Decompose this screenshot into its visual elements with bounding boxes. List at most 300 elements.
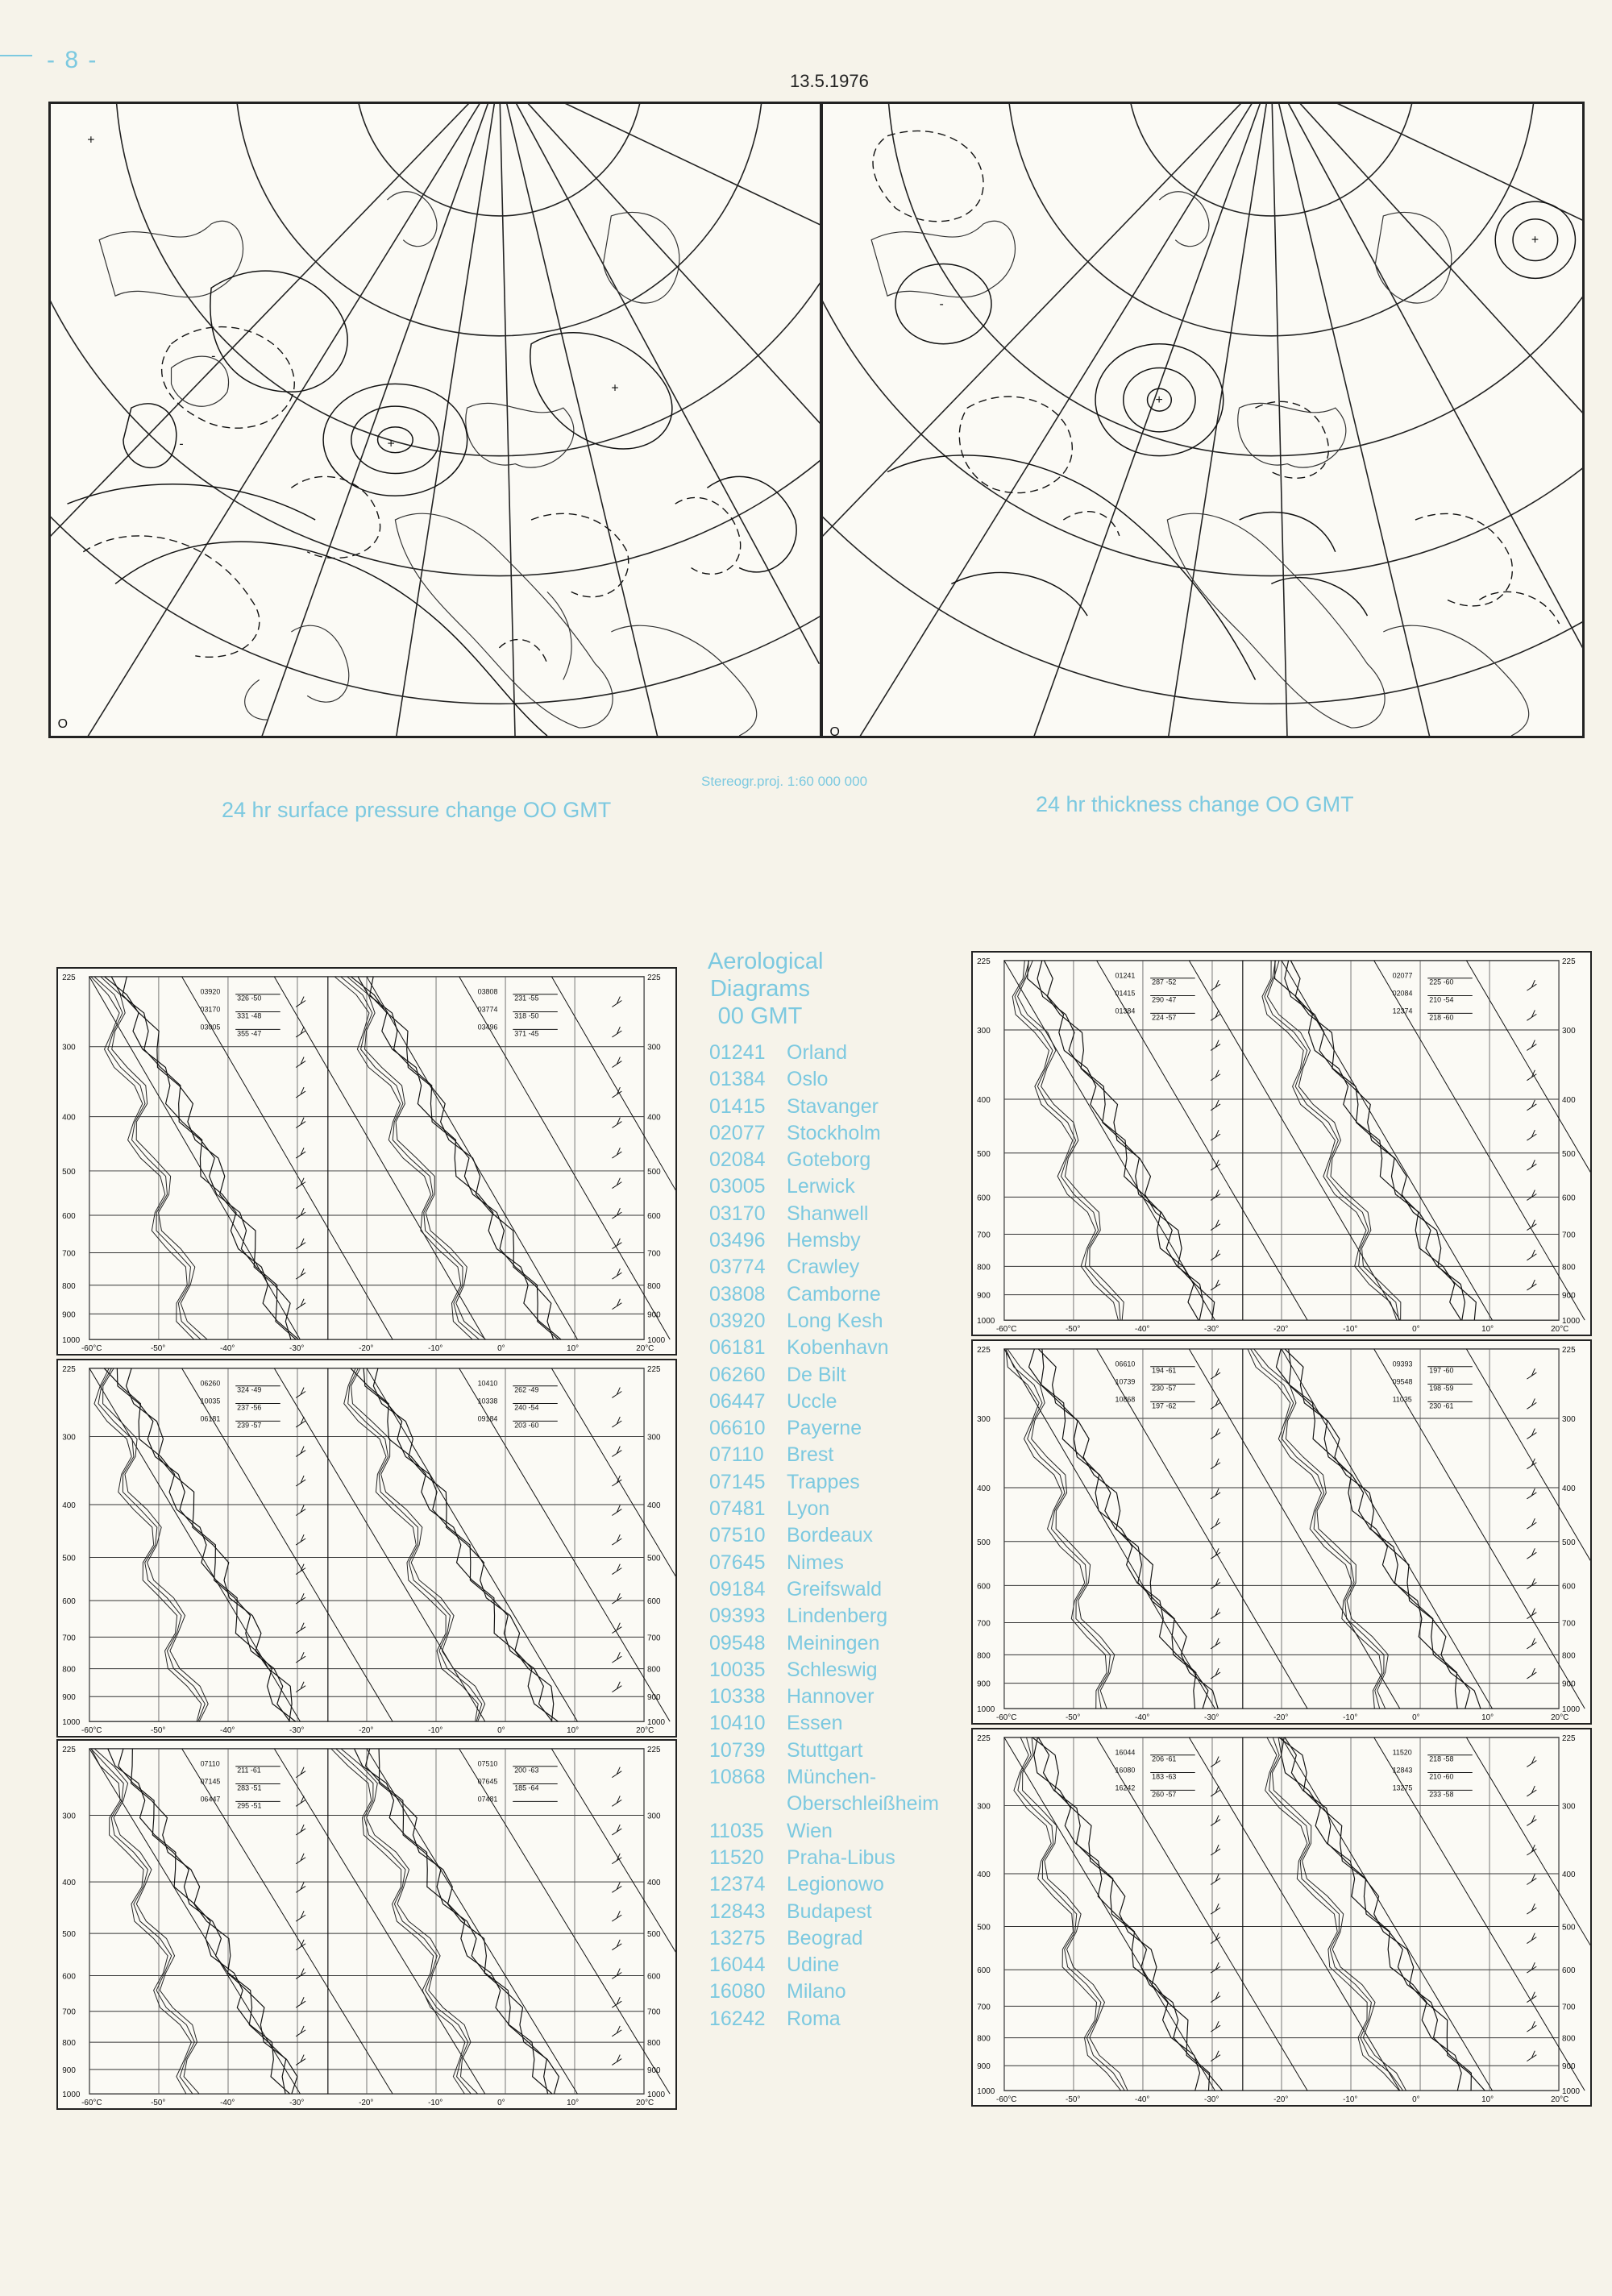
pressure-label: 600 (62, 1597, 76, 1607)
pressure-label: 700 (977, 2003, 991, 2012)
station-name: Oslo (787, 1068, 829, 1091)
station-name: Roma (787, 2007, 841, 2030)
pressure-label: 900 (1562, 1291, 1576, 1301)
pressure-label: 800 (1562, 1651, 1576, 1661)
wind-barb (612, 1118, 621, 1128)
station-key-code: 13275 (1392, 1783, 1413, 1792)
pressure-label: 500 (977, 1538, 991, 1547)
pressure-label: 800 (647, 1665, 661, 1675)
temperature-label: 10° (1481, 2095, 1494, 2105)
pressure-label: 1000 (977, 1317, 995, 1327)
station-name: Uccle (787, 1389, 837, 1413)
pressure-label: 225 (977, 957, 991, 966)
aerological-diagram-3 (56, 1739, 677, 2110)
wind-barb (1527, 1757, 1536, 1767)
station-key-code: 06447 (200, 1795, 221, 1804)
legend-title-line-2: Diagrams (709, 976, 811, 1002)
top-rule (0, 55, 32, 56)
pressure-label: 400 (62, 1879, 76, 1888)
wind-barb (1527, 1518, 1536, 1529)
wind-barb (612, 1208, 621, 1219)
pressure-label: 700 (977, 1619, 991, 1629)
station-key-code: 06260 (200, 1379, 221, 1388)
wind-barb (1527, 1609, 1536, 1619)
station-key-code: 02077 (1392, 971, 1413, 980)
station-key-value: 185 -64 (514, 1783, 539, 1792)
wind-barb (1527, 1130, 1536, 1140)
temperature-label: 10° (567, 1344, 580, 1354)
station-name: Lindenberg (787, 1605, 888, 1628)
station-row (709, 1899, 967, 1925)
temperature-label: -20° (359, 1726, 374, 1736)
pressure-label: 225 (1562, 1345, 1576, 1355)
temperature-label: 20°C (1551, 2095, 1569, 2105)
pressure-label: 300 (1562, 1802, 1576, 1812)
wind-barb (612, 1882, 621, 1892)
pressure-label: 225 (62, 973, 76, 982)
station-key-value: 287 -52 (1152, 978, 1177, 986)
wind-barb (1527, 1368, 1536, 1379)
aerological-diagram-6 (971, 1728, 1592, 2107)
pressure-label: 225 (1562, 1733, 1576, 1743)
svg-text:-: - (939, 297, 944, 312)
station-name: Long Kesh (787, 1309, 883, 1332)
station-row (709, 1469, 967, 1496)
wind-barb (1527, 1160, 1536, 1170)
station-row (709, 1415, 967, 1442)
wind-barb (1527, 2021, 1536, 2032)
wind-barb (1527, 1220, 1536, 1231)
wind-barb (612, 1796, 621, 1806)
pressure-label: 500 (62, 1167, 76, 1177)
station-row (709, 1791, 967, 1817)
station-key-code: 02084 (1392, 989, 1413, 998)
temperature-label: -50° (151, 1726, 166, 1736)
pressure-label: 900 (977, 2062, 991, 2072)
pressure-label: 800 (646, 2039, 661, 2049)
pressure-label: 700 (646, 2007, 661, 2017)
station-key-code: 07481 (477, 1795, 498, 1804)
wind-barb (612, 1682, 621, 1692)
station-row (709, 1173, 967, 1200)
station-code: 07510 (709, 1524, 766, 1547)
station-key-value: 225 -60 (1429, 978, 1454, 986)
station-row (709, 1576, 967, 1603)
wind-barb (1527, 1875, 1536, 1885)
station-code: 10868 (709, 1766, 766, 1789)
page-date: 13.5.1976 (790, 71, 869, 91)
station-key-value: 237 -56 (237, 1403, 262, 1412)
station-code: 03920 (709, 1309, 766, 1332)
pressure-label: 225 (1562, 957, 1576, 966)
pressure-label: 700 (977, 1231, 991, 1240)
wind-barb (612, 1417, 621, 1427)
temperature-label: -20° (359, 1344, 374, 1354)
station-code: 13275 (709, 1926, 766, 1949)
wind-barb (1527, 1638, 1536, 1649)
station-key-value: 197 -60 (1429, 1366, 1454, 1375)
wind-barb (612, 1969, 621, 1979)
station-key-value: 231 -55 (514, 994, 539, 1003)
temperature-label: -60°C (81, 1726, 102, 1736)
wind-barb (612, 1505, 621, 1516)
station-key-value: 240 -54 (514, 1403, 539, 1412)
station-name: Lerwick (787, 1175, 855, 1198)
station-key-value: 355 -47 (237, 1029, 262, 1038)
station-row (709, 1227, 967, 1254)
station-code: 16242 (709, 2007, 766, 2030)
station-key-code: 03774 (477, 1005, 498, 1014)
station-row (709, 1630, 967, 1657)
pressure-label: 400 (977, 1870, 991, 1879)
station-code: 09548 (709, 1631, 766, 1655)
wind-barb (612, 1564, 621, 1575)
station-row (709, 1442, 967, 1468)
station-key-code: 11035 (1392, 1395, 1412, 1404)
station-key-code: 03808 (477, 987, 498, 996)
pressure-label: 300 (62, 1433, 76, 1443)
station-code: 03774 (709, 1256, 766, 1279)
pressure-label: 1000 (647, 1718, 666, 1728)
station-row (709, 1550, 967, 1576)
pressure-label: 800 (977, 2034, 991, 2044)
station-code: 10035 (709, 1658, 766, 1681)
pressure-label: 700 (647, 1249, 661, 1259)
station-key-value: 262 -49 (514, 1385, 539, 1394)
station-key-code: 07145 (200, 1777, 221, 1786)
pressure-label: 700 (62, 2007, 76, 2017)
station-key-code: 11520 (1392, 1748, 1412, 1757)
pressure-label: 500 (62, 1554, 76, 1563)
station-code: 09184 (709, 1577, 766, 1601)
station-name: Brest (787, 1443, 834, 1467)
wind-barb (1527, 1040, 1536, 1051)
station-code: 10410 (709, 1712, 766, 1735)
wind-barb (612, 1623, 621, 1634)
temperature-label: -60°C (995, 1713, 1017, 1723)
wind-barb (612, 2026, 621, 2037)
pressure-label: 1000 (647, 1336, 666, 1346)
temperature-label: -50° (1066, 1713, 1081, 1723)
station-name: Milano (787, 1980, 846, 2003)
pressure-label: 500 (647, 1167, 661, 1177)
station-key-code: 16044 (1115, 1748, 1136, 1757)
wind-barb (1527, 1280, 1536, 1290)
wind-barb (612, 1767, 621, 1778)
station-name: Stockholm (787, 1121, 881, 1144)
station-key-value: 198 -59 (1429, 1384, 1454, 1393)
station-key-code: 09393 (1392, 1360, 1413, 1368)
temperature-label: 0° (1412, 2095, 1420, 2105)
station-key-code: 01384 (1115, 1007, 1136, 1015)
svg-text:+: + (87, 133, 95, 147)
wind-barb (612, 1997, 621, 2007)
temperature-label: 20°C (1551, 1713, 1569, 1723)
pressure-label: 900 (1562, 2062, 1576, 2072)
station-code: 11035 (709, 1819, 764, 1842)
pressure-label: 600 (647, 1597, 661, 1607)
temperature-label: -60°C (995, 1325, 1017, 1335)
temperature-label: 20°C (636, 2099, 654, 2108)
pressure-label: 400 (1562, 1870, 1576, 1879)
station-key-code: 03920 (200, 987, 221, 996)
station-name: Payerne (787, 1417, 862, 1440)
station-row (709, 1281, 967, 1308)
station-key-value: 318 -50 (514, 1011, 539, 1020)
pressure-label: 900 (62, 1693, 76, 1703)
temperature-label: -20° (1273, 1325, 1289, 1335)
pressure-label: 500 (647, 1554, 661, 1563)
station-code: 07110 (709, 1443, 764, 1467)
aerological-diagram-1-drawing (58, 969, 675, 1354)
aerological-diagram-5-drawing (973, 1341, 1590, 1723)
temperature-label: -40° (220, 1344, 235, 1354)
wind-barb (1527, 1190, 1536, 1201)
station-row (709, 1120, 967, 1147)
pressure-label: 900 (977, 1291, 991, 1301)
station-row (709, 1925, 967, 1952)
station-code (709, 1791, 787, 1817)
pressure-label: 500 (62, 1930, 76, 1940)
pressure-label: 500 (646, 1930, 661, 1940)
station-name: Hannover (787, 1685, 875, 1709)
svg-text:-: - (211, 349, 216, 363)
pressure-label: 500 (977, 1149, 991, 1159)
pressure-label: 700 (1562, 2003, 1576, 2012)
station-row (709, 1335, 967, 1361)
station-code: 11520 (709, 1846, 764, 1869)
wind-barb (612, 1027, 621, 1037)
station-row (709, 1522, 967, 1549)
wind-barb (1527, 1904, 1536, 1914)
wind-barb (1527, 980, 1536, 990)
pressure-label: 1000 (646, 2090, 665, 2100)
pressure-label: 300 (646, 1812, 661, 1821)
station-row (709, 1094, 967, 1120)
temperature-label: -10° (428, 1726, 443, 1736)
wind-barb (1527, 1488, 1536, 1499)
temperature-label: -20° (1273, 2095, 1289, 2105)
station-key-value: 324 -49 (237, 1385, 262, 1394)
pressure-label: 225 (62, 1364, 76, 1374)
station-key-value: 200 -63 (514, 1766, 539, 1775)
temperature-label: -50° (1066, 2095, 1081, 2105)
station-key-code: 07645 (477, 1777, 498, 1786)
station-name: Praha-Libus (787, 1846, 895, 1869)
pressure-label: 700 (1562, 1619, 1576, 1629)
station-code: 03496 (709, 1229, 766, 1252)
wind-barb (1527, 1250, 1536, 1260)
wind-barb (1527, 1786, 1536, 1796)
temperature-label: 10° (567, 2099, 580, 2108)
page-number: - 8 - (47, 47, 98, 73)
station-row (709, 1684, 967, 1710)
station-name: Stavanger (787, 1094, 879, 1118)
temperature-label: -50° (150, 1344, 166, 1354)
station-name: Budapest (787, 1899, 872, 1923)
pressure-label: 600 (977, 1966, 991, 1976)
wind-barb (612, 1825, 621, 1835)
station-key-value: 239 -57 (237, 1421, 262, 1430)
svg-text:+: + (387, 437, 395, 451)
wind-barb (612, 1388, 621, 1398)
station-row (709, 1738, 967, 1764)
pressure-label: 500 (977, 1923, 991, 1933)
station-name: Beograd (787, 1926, 863, 1949)
station-name: Orland (787, 1041, 848, 1064)
temperature-label: 0° (497, 1344, 505, 1354)
temperature-label: -30° (1204, 1713, 1219, 1723)
pressure-label: 300 (62, 1812, 76, 1821)
projection-caption: Stereogr.proj. 1:60 000 000 (701, 774, 868, 789)
pressure-label: 600 (1562, 1194, 1576, 1203)
station-code: 12843 (709, 1899, 766, 1923)
temperature-label: -30° (289, 1344, 305, 1354)
temperature-label: -40° (220, 1726, 235, 1736)
temperature-label: -40° (1135, 1713, 1150, 1723)
station-key-value: 183 -63 (1152, 1772, 1177, 1781)
thickness-change-caption: 24 hr thickness change OO GMT (1036, 792, 1354, 816)
pressure-label: 400 (1562, 1484, 1576, 1494)
station-row (709, 1254, 967, 1281)
station-key-code: 10035 (200, 1397, 221, 1405)
station-key-value: 197 -62 (1152, 1401, 1177, 1410)
temperature-label: -20° (359, 2099, 374, 2108)
pressure-label: 1000 (62, 2090, 81, 2100)
temperature-label: 0° (1412, 1325, 1420, 1335)
station-code: 12374 (709, 1873, 766, 1896)
station-row (709, 1978, 967, 2005)
pressure-label: 400 (62, 1113, 76, 1123)
station-key-value: 260 -57 (1152, 1790, 1177, 1799)
station-key-code: 09184 (477, 1414, 498, 1423)
station-row (709, 1845, 967, 1871)
pressure-label: 225 (647, 973, 661, 982)
pressure-label: 900 (977, 1679, 991, 1689)
svg-text:+: + (1531, 233, 1539, 247)
pressure-label: 800 (977, 1651, 991, 1661)
station-name: Wien (787, 1819, 833, 1842)
temperature-label: 10° (1481, 1325, 1494, 1335)
station-name: Essen (787, 1712, 843, 1735)
pressure-label: 800 (647, 1281, 661, 1291)
wind-barb (612, 1447, 621, 1457)
wind-barb (1527, 1992, 1536, 2003)
pressure-label: 600 (62, 1972, 76, 1982)
pressure-label: 900 (1562, 1679, 1576, 1689)
station-row (709, 1871, 967, 1898)
pressure-label: 1000 (1562, 1317, 1581, 1327)
wind-barb (612, 1940, 621, 1950)
surface-pressure-caption: 24 hr surface pressure change OO GMT (222, 798, 612, 822)
station-key-code: 09548 (1392, 1377, 1413, 1386)
station-key-code: 07510 (477, 1759, 498, 1768)
pressure-label: 400 (977, 1096, 991, 1106)
temperature-label: -50° (151, 2099, 166, 2108)
wind-barb (612, 1057, 621, 1068)
station-name: Udine (787, 1953, 840, 1977)
pressure-label: 900 (62, 2066, 76, 2075)
station-key-code: 03005 (200, 1023, 221, 1032)
station-key-value: 295 -51 (237, 1801, 262, 1810)
temperature-label: 0° (497, 1726, 505, 1736)
pressure-label: 1000 (977, 1705, 995, 1715)
station-name: Greifswald (787, 1577, 883, 1601)
station-key-value: 218 -60 (1429, 1013, 1454, 1022)
station-key-value: 211 -61 (237, 1766, 261, 1775)
wind-barb (1527, 1548, 1536, 1559)
station-code: 07645 (709, 1551, 766, 1574)
aerological-diagram-2-drawing (58, 1360, 675, 1736)
station-name: De Bilt (787, 1363, 846, 1386)
station-name: Crawley (787, 1256, 860, 1279)
station-key-code: 06610 (1115, 1360, 1136, 1368)
station-code: 03808 (709, 1282, 766, 1306)
station-row (709, 1603, 967, 1630)
station-code: 10338 (709, 1685, 766, 1709)
station-name: Shanwell (787, 1202, 869, 1225)
station-row (709, 1147, 967, 1173)
temperature-label: -10° (1343, 1713, 1358, 1723)
pressure-label: 800 (62, 1281, 76, 1291)
station-code: 03005 (709, 1175, 766, 1198)
station-key-code: 12374 (1392, 1007, 1413, 1015)
svg-text:+: + (611, 381, 619, 396)
pressure-label: 800 (62, 1665, 76, 1675)
wind-barb (612, 2055, 621, 2066)
station-code: 16044 (709, 1953, 766, 1977)
temperature-label: -40° (1135, 2095, 1150, 2105)
station-key-code: 07110 (200, 1759, 220, 1768)
pressure-label: 800 (1562, 2034, 1576, 2044)
pressure-label: 500 (1562, 1538, 1576, 1547)
pressure-label: 800 (62, 2039, 76, 2049)
pressure-label: 800 (1562, 1263, 1576, 1273)
station-row (709, 1710, 967, 1737)
station-row (709, 1362, 967, 1389)
temperature-label: 20°C (636, 1344, 654, 1354)
station-row (709, 2006, 967, 2032)
station-code: 02077 (709, 1121, 766, 1144)
pressure-label: 400 (62, 1501, 76, 1510)
station-code: 03170 (709, 1202, 766, 1225)
thickness-change-map (821, 102, 1585, 738)
temperature-label: -10° (428, 1344, 443, 1354)
aerological-diagram-4-drawing (973, 953, 1590, 1335)
station-key-value: 194 -61 (1152, 1366, 1177, 1375)
station-code: 06260 (709, 1363, 766, 1386)
temperature-label: -60°C (81, 2099, 102, 2108)
station-key-value: 230 -61 (1429, 1401, 1454, 1410)
temperature-label: 20°C (636, 1726, 654, 1736)
pressure-label: 300 (977, 1414, 991, 1424)
pressure-label: 500 (1562, 1923, 1576, 1933)
pressure-label: 900 (647, 1310, 661, 1320)
wind-barb (612, 1593, 621, 1604)
aerological-diagram-3-drawing (58, 1741, 675, 2108)
pressure-label: 700 (647, 1634, 661, 1643)
station-code: 16080 (709, 1980, 766, 2003)
pressure-label: 700 (1562, 1231, 1576, 1240)
station-key-code: 10410 (477, 1379, 498, 1388)
temperature-label: -20° (1273, 1713, 1289, 1723)
station-key-value: 224 -57 (1152, 1013, 1177, 1022)
temperature-label: -30° (1204, 2095, 1219, 2105)
pressure-label: 400 (647, 1113, 661, 1123)
pressure-label: 500 (1562, 1149, 1576, 1159)
temperature-label: -10° (1343, 1325, 1358, 1335)
temperature-label: -30° (289, 2099, 305, 2108)
